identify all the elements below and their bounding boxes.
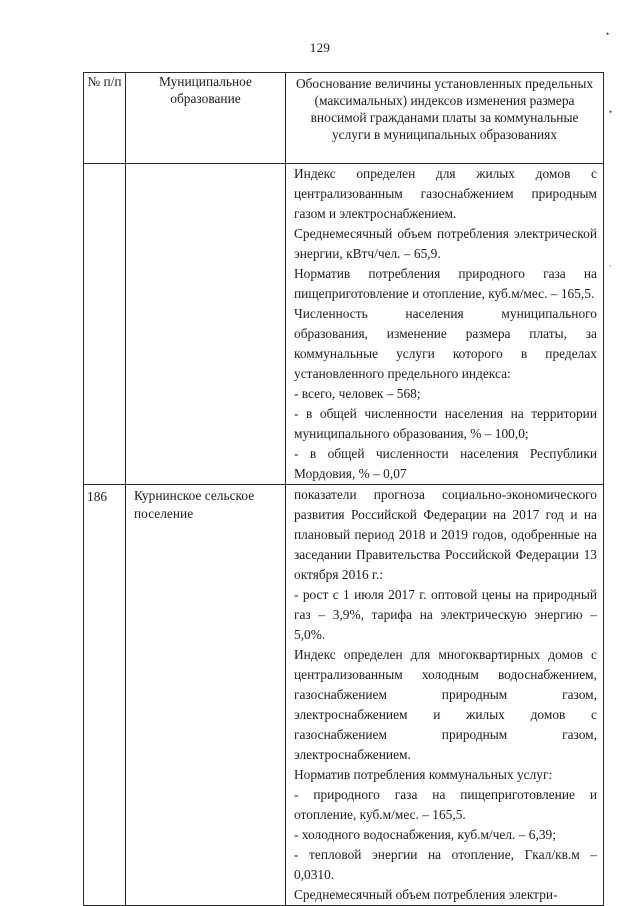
justification-paragraph: - в общей численности населения на территории муниципального образования, % – 100,0; [294,406,597,441]
justification-paragraph: Среднемесячный объем потребления электрической энергии, кВтч/чел. – 65,9. [294,226,597,261]
justification-paragraph: показатели прогноза социально-экономического развития Российской Федерации на 2017 год и на плановый период 2018 и 2019 годов, одобренные на заседании Правительства Российской Федерации 13 октября 2016 г.: [294,487,597,582]
table-row [84,164,604,485]
row-number [84,164,126,485]
table-row [84,485,604,906]
margin-speck: · [609,261,612,271]
justification-paragraph: Норматив потребления коммунальных услуг: [294,767,553,782]
header-number: № п/п [84,73,126,164]
justification-paragraph: Среднемесячный объем потребления электри- [294,887,558,902]
justification-paragraph: - в общей численности населения Республики Мордовия, % – 0,07 [294,446,597,481]
table-header-row [84,73,604,164]
justification-paragraph: - холодного водоснабжения, куб.м/чел. – 6,39; [294,827,556,842]
justification-paragraph: - рост с 1 июля 2017 г. оптовой цены на природный газ – 3,9%, тарифа на электрическую энергию – 5,0%. [294,587,597,642]
justification-paragraph: Индекс определен для жилых домов с централизованным газоснабжением природным газом и электроснабжением. [294,166,597,221]
justification-table [83,72,604,906]
header-municipality: Муниципальное образование [126,73,286,164]
row-number: 186 [84,485,126,906]
margin-speck: • [609,107,613,117]
row-justification [286,164,604,485]
justification-paragraph: Численность населения муниципального образования, изменение размера платы, за коммунальные услуги которого в пределах установленного предельного индекса: [294,306,597,381]
row-municipality [126,164,286,485]
row-municipality: Курнинское сельское поселение [126,485,286,906]
justification-paragraph: Норматив потребления природного газа на пищеприготовление и отопление, куб.м/мес. – 165,5. [294,266,597,301]
header-justification: Обоснование величины установленных предельных (максимальных) индексов изменения размера вносимой гражданами платы за коммунальные услуги в муниципальных образованиях [286,73,604,164]
page-number: 129 [309,40,331,55]
row-justification [286,485,604,906]
justification-paragraph: - всего, человек – 568; [294,386,421,401]
margin-speck: • [606,29,610,39]
justification-paragraph: - тепловой энергии на отопление, Гкал/кв.м – 0,0310. [294,847,597,882]
justification-paragraph: Индекс определен для многоквартирных домов с централизованным холодным водоснабжением, газоснабжением природным газом, электроснабжением и жилых домов с газоснабжением природным газом, электроснабжением. [294,647,597,762]
justification-paragraph: - природного газа на пищеприготовление и отопление, куб.м/мес. – 165,5. [294,787,597,822]
